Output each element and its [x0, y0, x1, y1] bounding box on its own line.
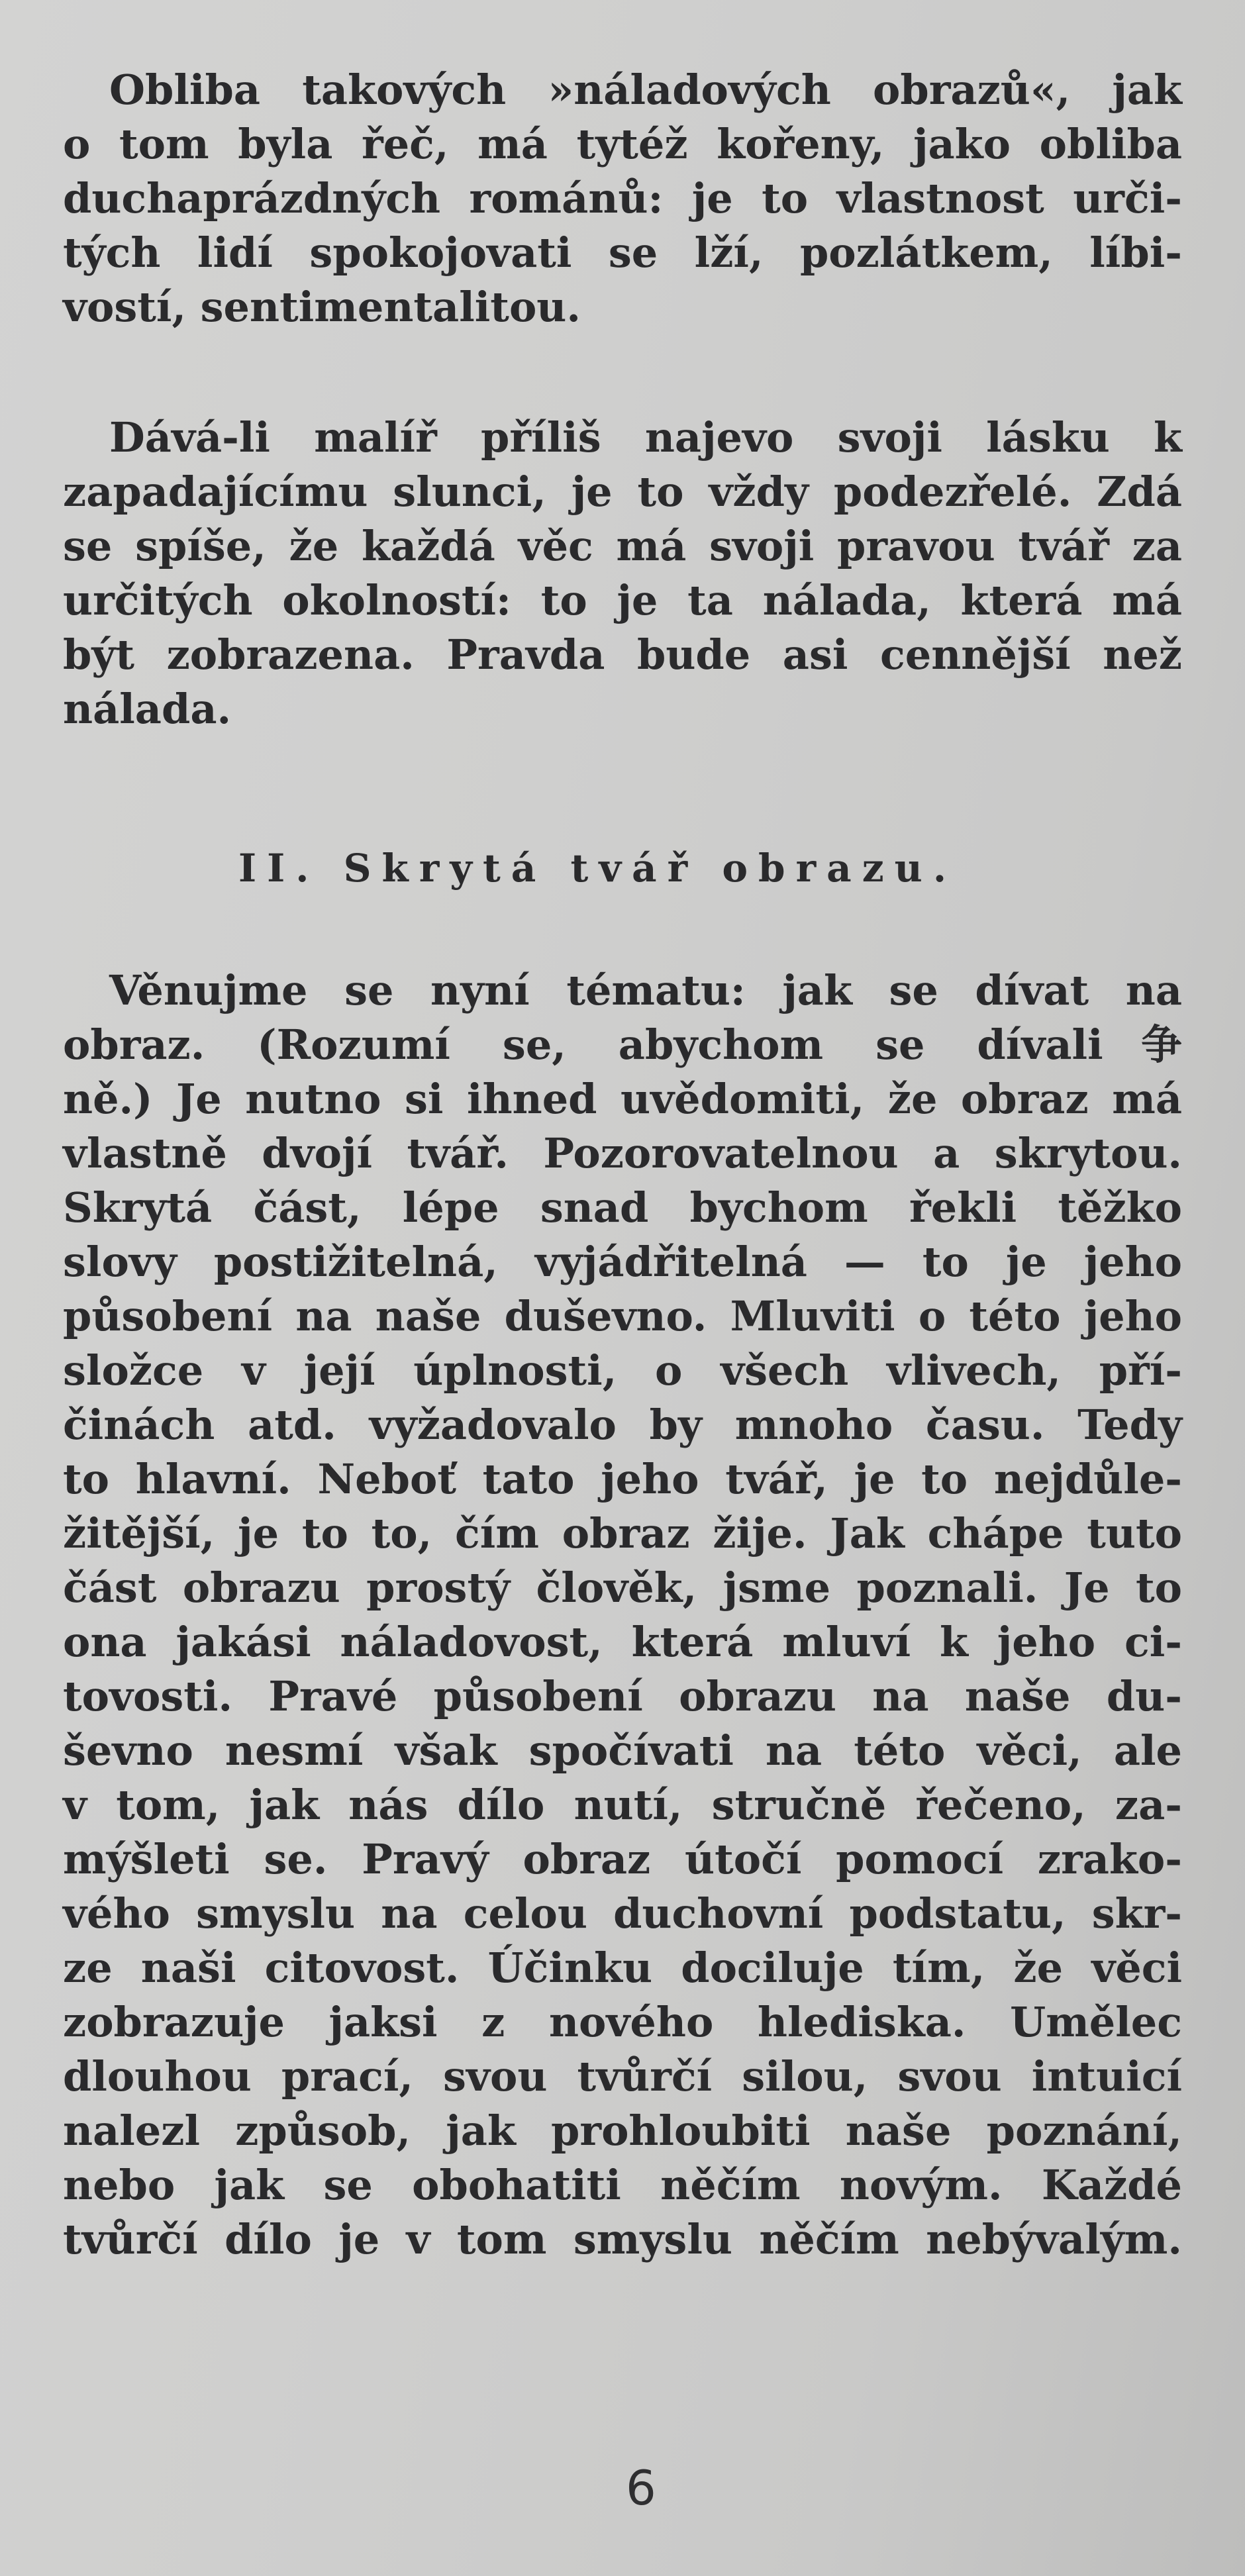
text-line: činách atd. vyžadovalo by mnoho času. Tedy — [63, 1401, 1182, 1449]
text-line: to hlavní. Neboť tato jeho tvář, je to nejdůle- — [63, 1455, 1182, 1503]
text-line: o tom byla řeč, má tytéž kořeny, jako obliba — [63, 120, 1182, 168]
text-line: být zobrazena. Pravda bude asi cennější než — [63, 630, 1182, 679]
text-line: Obliba takových »náladových obrazů«, jak — [109, 66, 1182, 114]
text-line: určitých okolností: to je ta nálada, která má — [63, 576, 1182, 624]
text-line: duchaprázdných románů: je to vlastnost urči- — [63, 174, 1182, 223]
paragraph-3 — [63, 964, 1182, 2267]
text-line: vého smyslu na celou duchovní podstatu, skr- — [63, 1889, 1182, 1938]
text-line: zobrazuje jaksi z nového hlediska. Umělec — [63, 1998, 1182, 2046]
paragraph-1 — [63, 63, 1182, 334]
text-line: složce v její úplnosti, o všech vlivech, pří- — [63, 1346, 1182, 1395]
text-line: nálada. — [63, 685, 232, 733]
text-line: působení na naše duševno. Mluviti o této jeho — [63, 1292, 1182, 1340]
text-line: dlouhou prací, svou tvůrčí silou, svou intuicí — [63, 2052, 1182, 2101]
text-line: nebo jak se obohatiti něčím novým. Každé — [63, 2161, 1182, 2209]
text-line: Dává-li malíř příliš najevo svoji lásku k — [109, 413, 1182, 462]
text-line: Věnujme se nyní tématu: jak se dívat na — [109, 966, 1182, 1015]
text-line: zapadajícímu slunci, je to vždy podezřelé. Zdá — [63, 468, 1182, 516]
text-line: část obrazu prostý člověk, jsme poznali. Je to — [63, 1563, 1182, 1612]
text-line: ševno nesmí však spočívati na této věci, ale — [63, 1726, 1182, 1775]
text-line: mýšleti se. Pravý obraz útočí pomocí zrako- — [63, 1835, 1182, 1883]
text-line: vlastně dvojí tvář. Pozorovatelnou a skrytou. — [63, 1129, 1182, 1177]
chapter-heading: II. Skrytá tvář obrazu. — [238, 846, 958, 891]
text-line: obraz. (Rozumí se, abychom se dívali争 — [63, 1020, 1182, 1069]
text-line: ně.) Je nutno si ihned uvědomiti, že obraz má — [63, 1075, 1182, 1123]
text-line: ze naši citovost. Účinku dociluje tím, že věci — [63, 1944, 1182, 1992]
text-line: se spíše, že každá věc má svoji pravou tvář za — [63, 522, 1182, 570]
text-line: ona jakási náladovost, která mluví k jeho ci- — [63, 1618, 1182, 1666]
text-line: Skrytá část, lépe snad bychom řekli těžko — [63, 1183, 1182, 1232]
text-line: nalezl způsob, jak prohloubiti naše poznání, — [63, 2106, 1182, 2155]
text-line: tvůrčí dílo je v tom smyslu něčím nebývalým. — [63, 2215, 1182, 2263]
text-line: vostí, sentimentalitou. — [63, 283, 581, 331]
page-number: 6 — [626, 2460, 656, 2516]
text-line: v tom, jak nás dílo nutí, stručně řečeno, za- — [63, 1781, 1182, 1829]
paragraph-2 — [63, 411, 1182, 736]
text-line: tovosti. Pravé působení obrazu na naše du- — [63, 1672, 1182, 1720]
text-line: žitější, je to to, čím obraz žije. Jak chápe tuto — [63, 1509, 1182, 1558]
text-line: slovy postižitelná, vyjádřitelná — to je jeho — [63, 1238, 1182, 1286]
text-line: tých lidí spokojovati se lží, pozlátkem, líbi- — [63, 228, 1182, 277]
